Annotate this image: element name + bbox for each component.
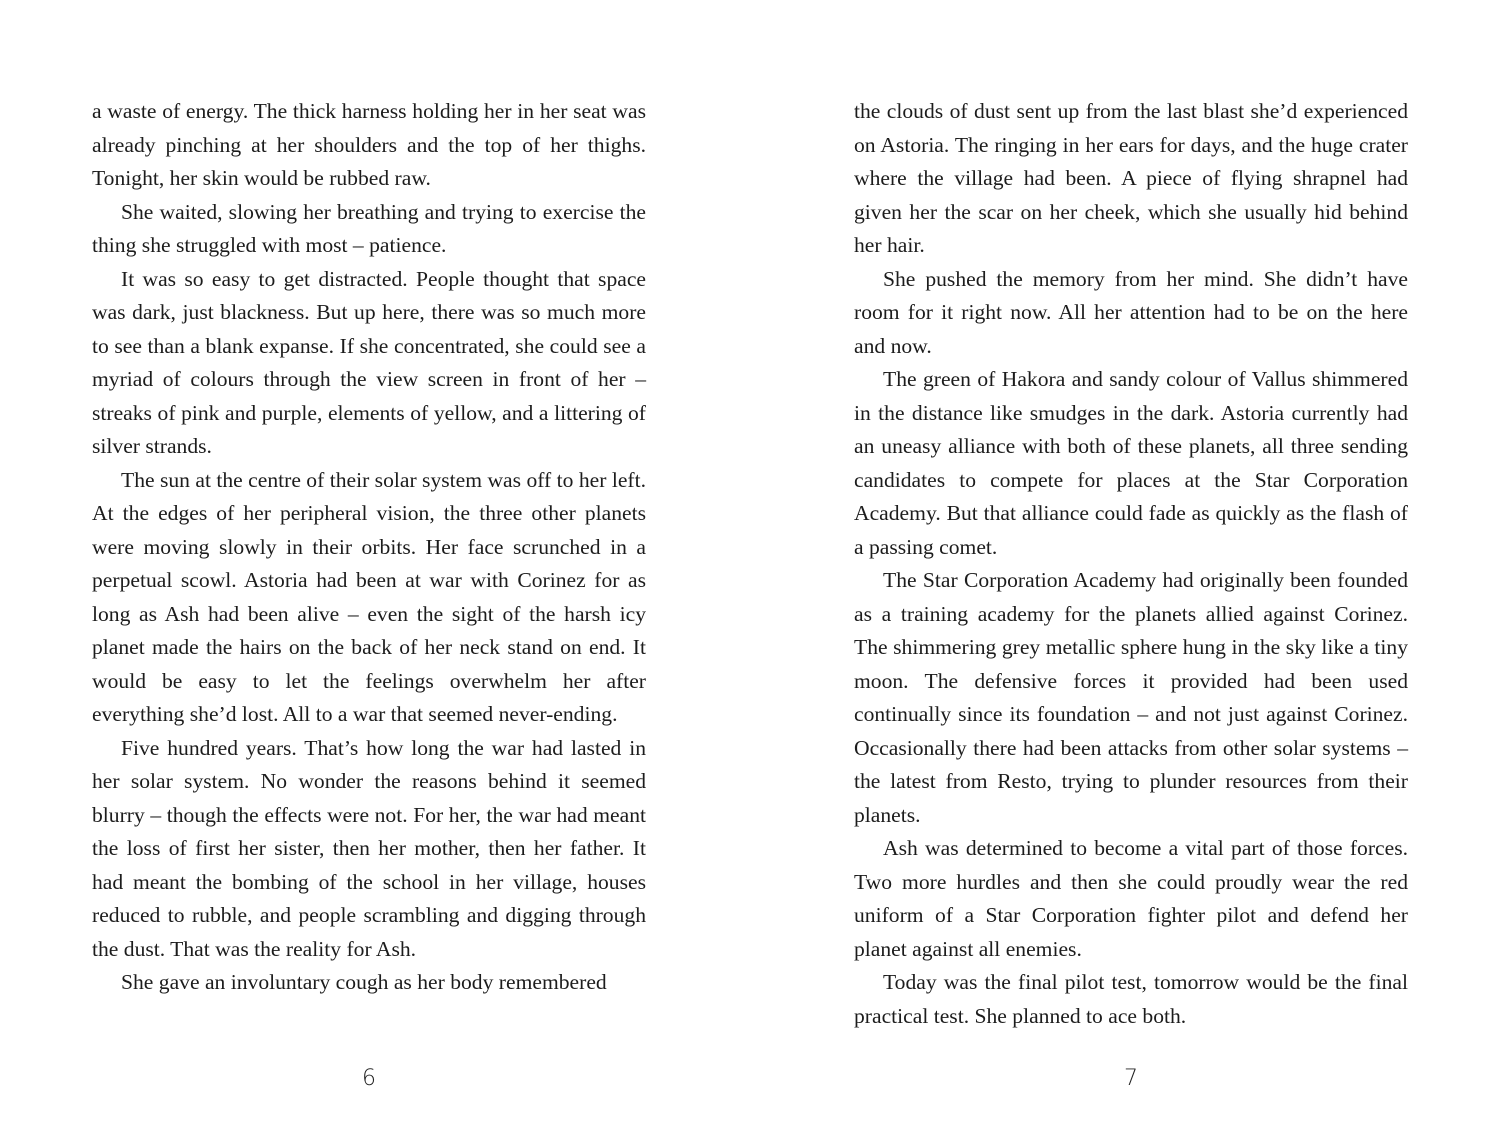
paragraph: The green of Hakora and sandy colour of Vallus shimmered in the distance like smudges in the dark. Astoria currently had an uneasy alliance with both of these planets, all three sending candidates to compete for places at the Star Corporation Academy. But that alliance could fade as quickly as the flash of a passing comet. (854, 367, 1408, 559)
paragraph: It was so easy to get distracted. People thought that space was dark, just blackness. But up here, there was so much more to see than a blank expanse. If she concentrated, she could see a myriad of colours through the view screen in front of her – streaks of pink and purple, elements of yellow, and a littering of silver strands. (92, 266, 646, 458)
paragraph: The Star Corporation Academy had originally been founded as a training academy for the planets allied against Corinez. The shimmering grey metallic sphere hung in the sky like a tiny moon. The defensive forces it provided had been used continually since its foundation – and not just against Corinez. Occasionally there had been attacks from other solar systems – the latest from Resto, trying to plunder resources from their planets. (854, 568, 1408, 827)
page-number-right: 7 (1124, 1066, 1138, 1091)
paragraph: The sun at the centre of their solar system was off to her left. At the edges of her peripheral vision, the three other planets were moving slowly in their orbits. Her face scrunched in a perpetual scowl. Astoria had been at war with Corinez for as long as Ash had been alive – even the sight of the harsh icy planet made the hairs on the back of her neck stand on end. It would be easy to let the feelings overwhelm her after everything she’d lost. All to a war that seemed never-ending. (92, 467, 646, 726)
left-page-text (92, 95, 646, 1000)
paragraph: Today was the final pilot test, tomorrow would be the final practical test. She planned to ace both. (854, 970, 1408, 1028)
paragraph: She gave an involuntary cough as her body remembered (121, 970, 607, 994)
paragraph: Ash was determined to become a vital part of those forces. Two more hurdles and then she could proudly wear the red uniform of a Star Corporation fighter pilot and defend her planet against all enemies. (854, 836, 1408, 961)
page-number-left: 6 (362, 1066, 376, 1091)
paragraph: She waited, slowing her breathing and trying to exercise the thing she struggled with most – patience. (92, 199, 646, 257)
paragraph: Five hundred years. That’s how long the war had lasted in her solar system. No wonder the reasons behind it seemed blurry – though the effects were not. For her, the war had meant the loss of first her sister, then her mother, then her father. It had meant the bombing of the school in her village, houses reduced to rubble, and people scrambling and digging through the dust. That was the reality for Ash. (92, 735, 646, 961)
paragraph: a waste of energy. The thick harness holding her in her seat was already pinching at her shoulders and the top of her thighs. Tonight, her skin would be rubbed raw. (92, 99, 646, 190)
right-page (750, 0, 1500, 1143)
paragraph: She pushed the memory from her mind. She didn’t have room for it right now. All her attention had to be on the here and now. (854, 266, 1408, 358)
paragraph: the clouds of dust sent up from the last blast she’d experienced on Astoria. The ringing in her ears for days, and the huge crater where the village had been. A piece of flying shrapnel had given her the scar on her cheek, which she usually hid behind her hair. (854, 99, 1408, 257)
right-page-text (854, 95, 1408, 1033)
